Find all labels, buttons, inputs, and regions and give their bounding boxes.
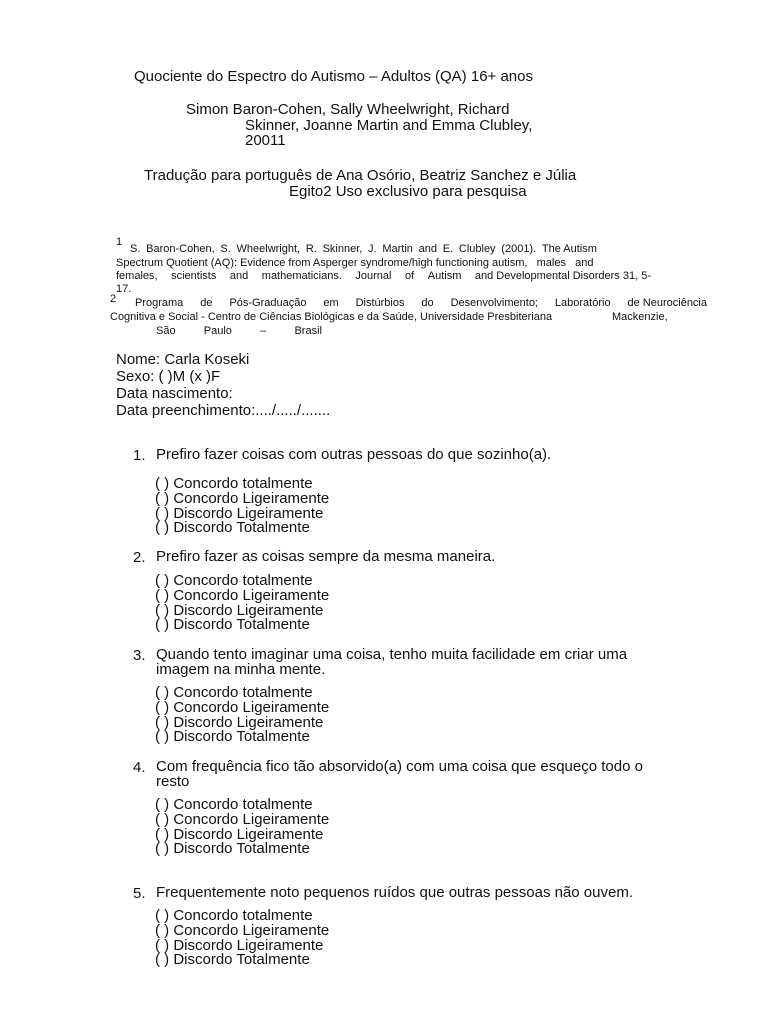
question-3-options bbox=[155, 686, 329, 745]
option-concordo-ligeiramente[interactable]: ( ) Concordo Ligeiramente bbox=[155, 586, 330, 604]
respondent-filled-date: Data preenchimento:..../...../....... bbox=[116, 402, 331, 419]
word: em bbox=[323, 297, 339, 309]
question-4-number: 4. bbox=[133, 759, 146, 776]
word: Programa bbox=[135, 297, 184, 309]
footnote-2-line-3 bbox=[156, 324, 322, 338]
option-discordo-totalmente[interactable]: ( ) Discordo Totalmente bbox=[155, 728, 310, 746]
question-5-number: 5. bbox=[133, 885, 146, 902]
word: Journal bbox=[355, 270, 392, 282]
word: – bbox=[260, 325, 267, 337]
word: Baron-Cohen, bbox=[146, 243, 215, 255]
question-4-text-line-2: resto bbox=[156, 773, 190, 790]
footnote-2-line-2-end: Mackenzie, bbox=[612, 311, 668, 323]
option-discordo-ligeiramente[interactable]: ( ) Discordo Ligeiramente bbox=[155, 504, 324, 522]
option-discordo-totalmente[interactable]: ( ) Discordo Totalmente bbox=[155, 616, 310, 634]
translation-line-2: Egito2 Uso exclusivo para pesquisa bbox=[289, 183, 527, 200]
word: Paulo bbox=[203, 325, 232, 337]
word: of bbox=[405, 270, 415, 282]
option-discordo-ligeiramente[interactable]: ( ) Discordo Ligeiramente bbox=[155, 713, 324, 731]
authors-line-2: Skinner, Joanne Martin and Emma Clubley, bbox=[245, 117, 533, 134]
question-4-text-line-1: Com frequência fico tão absorvido(a) com uma coisa que esqueço todo o bbox=[156, 758, 643, 775]
question-5-text: Frequentemente noto pequenos ruídos que outras pessoas não ouvem. bbox=[156, 884, 633, 901]
word: females, bbox=[116, 270, 158, 282]
footnote-1-marker: 1 bbox=[116, 236, 123, 248]
word: de Neurociência bbox=[627, 297, 707, 309]
option-concordo-ligeiramente[interactable]: ( ) Concordo Ligeiramente bbox=[155, 921, 330, 939]
word: Skinner, bbox=[322, 243, 363, 255]
word: São bbox=[156, 325, 176, 337]
question-1-number: 1. bbox=[133, 447, 146, 464]
option-discordo-ligeiramente[interactable]: ( ) Discordo Ligeiramente bbox=[155, 601, 324, 619]
word: Brasil bbox=[294, 325, 322, 337]
option-concordo-ligeiramente[interactable]: ( ) Concordo Ligeiramente bbox=[155, 489, 330, 507]
option-concordo-ligeiramente[interactable]: ( ) Concordo Ligeiramente bbox=[155, 810, 330, 828]
respondent-sex: Sexo: ( )M (x )F bbox=[116, 368, 221, 385]
word: scientists bbox=[171, 270, 217, 282]
respondent-name: Nome: Carla Koseki bbox=[116, 351, 250, 368]
word: Autism bbox=[427, 270, 462, 282]
question-2-text: Prefiro fazer as coisas sempre da mesma maneira. bbox=[156, 548, 496, 565]
question-3-text-line-1: Quando tento imaginar uma coisa, tenho muita facilidade em criar uma bbox=[156, 646, 628, 663]
option-concordo-totalmente[interactable]: ( ) Concordo totalmente bbox=[155, 907, 313, 924]
option-discordo-ligeiramente[interactable]: ( ) Discordo Ligeiramente bbox=[155, 936, 324, 954]
option-discordo-totalmente[interactable]: ( ) Discordo Totalmente bbox=[155, 951, 310, 969]
question-2-number: 2. bbox=[133, 549, 146, 566]
word: and Developmental Disorders 31, 5- bbox=[474, 270, 651, 282]
footnote-2-line-2: Cognitiva e Social - Centro de Ciências Biológicas e da Saúde, Universidade Presbiteriana bbox=[110, 311, 553, 323]
footnote-1-line-3 bbox=[116, 269, 651, 283]
word: S. bbox=[220, 243, 231, 255]
word: The Autism bbox=[541, 243, 597, 255]
authors-line-1: Simon Baron-Cohen, Sally Wheelwright, Richard bbox=[186, 101, 510, 118]
option-concordo-totalmente[interactable]: ( ) Concordo totalmente bbox=[155, 796, 313, 813]
question-4-options bbox=[155, 798, 329, 857]
respondent-birth-date: Data nascimento: bbox=[116, 385, 233, 402]
option-concordo-totalmente[interactable]: ( ) Concordo totalmente bbox=[155, 572, 313, 589]
option-discordo-totalmente[interactable]: ( ) Discordo Totalmente bbox=[155, 519, 310, 537]
word: do bbox=[421, 297, 434, 309]
word: Laboratório bbox=[554, 297, 611, 309]
word: mathematicians. bbox=[261, 270, 342, 282]
word: Martin bbox=[382, 243, 413, 255]
question-3-text-line-2: imagem na minha mente. bbox=[156, 661, 326, 678]
question-5-options bbox=[155, 909, 329, 968]
word: S. bbox=[130, 243, 141, 255]
option-concordo-ligeiramente[interactable]: ( ) Concordo Ligeiramente bbox=[155, 698, 330, 716]
option-discordo-ligeiramente[interactable]: ( ) Discordo Ligeiramente bbox=[155, 825, 324, 843]
word: Wheelwright, bbox=[236, 243, 301, 255]
word: Pós-Graduação bbox=[229, 297, 307, 309]
question-1-options bbox=[155, 477, 329, 536]
word: Desenvolvimento; bbox=[450, 297, 538, 309]
option-concordo-totalmente[interactable]: ( ) Concordo totalmente bbox=[155, 475, 313, 492]
word: Clubley bbox=[458, 243, 496, 255]
word: de bbox=[200, 297, 213, 309]
word: E. bbox=[442, 243, 454, 255]
word: and bbox=[229, 270, 249, 282]
footnote-1-line-1 bbox=[130, 242, 597, 256]
word: (2001). bbox=[501, 243, 537, 255]
question-1-text: Prefiro fazer coisas com outras pessoas do que sozinho(a). bbox=[156, 446, 552, 463]
word: Distúrbios bbox=[355, 297, 405, 309]
word: R. bbox=[305, 243, 317, 255]
question-3-number: 3. bbox=[133, 647, 146, 664]
word: J. bbox=[368, 243, 377, 255]
footnote-1-line-2: Spectrum Quotient (AQ): Evidence from Asperger syndrome/high functioning autism, males and bbox=[116, 257, 594, 269]
question-2-options bbox=[155, 574, 329, 633]
authors-line-3: 20011 bbox=[245, 132, 286, 149]
option-discordo-totalmente[interactable]: ( ) Discordo Totalmente bbox=[155, 840, 310, 858]
option-concordo-totalmente[interactable]: ( ) Concordo totalmente bbox=[155, 684, 313, 701]
translation-line-1: Tradução para português de Ana Osório, Beatriz Sanchez e Júlia bbox=[144, 167, 577, 184]
word: and bbox=[418, 243, 437, 255]
footnote-2-marker: 2 bbox=[110, 293, 117, 305]
document-title: Quociente do Espectro do Autismo – Adultos (QA) 16+ anos bbox=[134, 68, 533, 85]
footnote-2-line-1 bbox=[135, 296, 707, 310]
footnote-1-line-4: 17. bbox=[116, 283, 132, 295]
